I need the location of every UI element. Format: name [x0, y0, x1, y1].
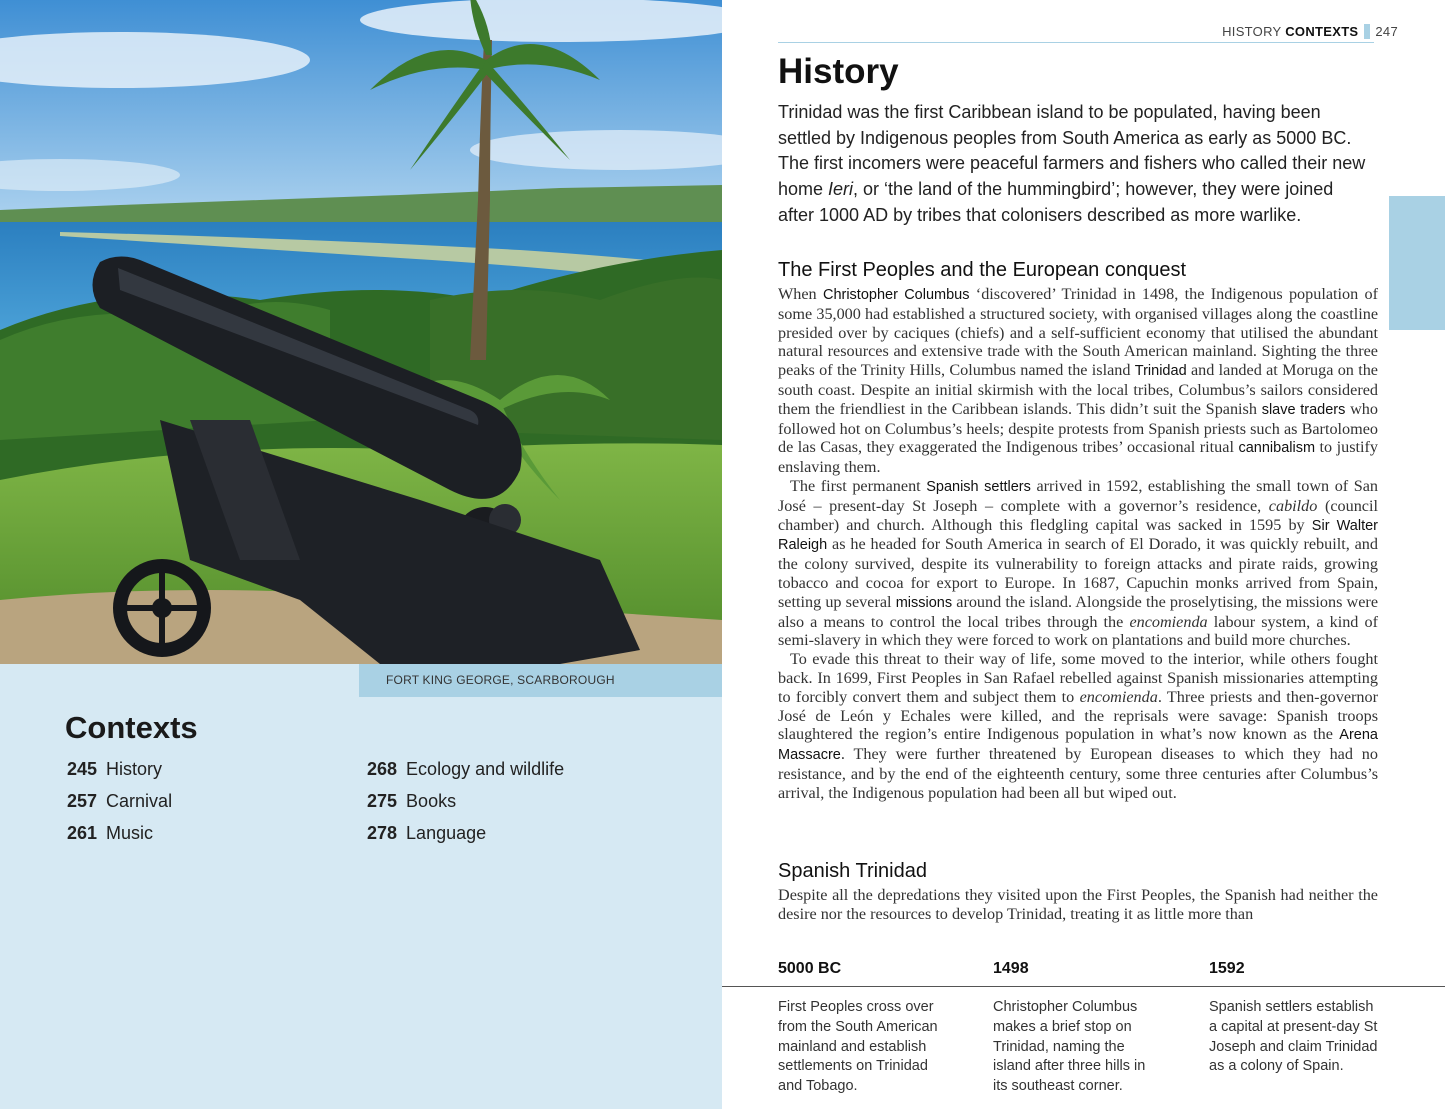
- keyword: slave traders: [1261, 401, 1346, 418]
- page-number: 247: [1375, 24, 1398, 39]
- keyword: Trinidad: [1134, 363, 1187, 380]
- toc-column-2: [367, 753, 564, 849]
- intro-text: Trinidad was the first Caribbean island to be populated, having been settled by Indigenous peoples from South America as early as 5000 BC. The first incomers were peaceful farmers and fishers who called their new home: [778, 102, 1366, 200]
- section-title: Contexts: [65, 710, 198, 745]
- intro-paragraph: [778, 100, 1368, 229]
- intro-text: , or ‘the land of the hummingbird’; however, they were joined after 1000 AD by tribes that colonisers described as more warlike.: [778, 179, 1334, 225]
- toc-page-number: 278: [367, 823, 398, 843]
- body-text: [778, 285, 1378, 803]
- header-rule: [778, 42, 1374, 43]
- keyword: missions: [895, 594, 953, 611]
- toc-page-number: 261: [67, 823, 98, 843]
- toc-entry[interactable]: [67, 785, 172, 817]
- paragraph: Despite all the depredations they visited upon the First Peoples, the Spanish had neither the desire nor the resources to develop Trinidad, treating it as little more than: [778, 886, 1378, 923]
- toc-title: Language: [406, 823, 487, 843]
- keyword: Christopher Columbus: [822, 287, 970, 303]
- timeline-year: 1592: [1209, 960, 1245, 977]
- toc-page-number: 268: [367, 759, 398, 779]
- section-heading: Spanish Trinidad: [778, 860, 927, 882]
- running-head-chapter: CONTEXTS: [1285, 24, 1359, 39]
- running-head-bar: [1364, 24, 1370, 39]
- keyword: cannibalism: [1238, 440, 1316, 457]
- keyword: Sir Walter Raleigh: [778, 517, 1378, 554]
- cannon-photo: [0, 0, 722, 664]
- photo-caption: FORT KING GEORGE, SCARBOROUGH: [359, 664, 722, 697]
- timeline-text: First Peoples cross over from the South American mainland and establish settlements on Trinidad and Tobago.: [778, 999, 938, 1095]
- timeline-year: 1498: [993, 960, 1029, 977]
- toc-entry[interactable]: [367, 817, 564, 849]
- toc-page-number: 245: [67, 759, 98, 779]
- chapter-tab: [1389, 196, 1445, 330]
- toc-entry[interactable]: [67, 753, 172, 785]
- page-title: History: [778, 52, 899, 91]
- toc-title: History: [106, 759, 163, 779]
- toc-column-1: [67, 753, 172, 849]
- left-page: [0, 0, 722, 1109]
- paragraph: When Christopher Columbus ‘discovered’ Trinidad in 1498, the Indigenous population of some 35,000 had established a structured society, with organised villages along the coastline presided over by caciques (chiefs) and a self-sufficient economy that utilised the abundant natural resources and extensive trade with the South American mainland. Sighting the three peaks of the Trinity Hills, Columbus named the island Trinidad and landed at Moruga on the south coast. Despite an initial skirmish with the local tribes, Columbus’s sailors considered them the friendliest in the Caribbean islands. This didn’t suit the Spanish slave traders who followed hot on Columbus’s heels; despite protests from Spanish priests such as Bartolomeo de las Casas, they exaggerated the Indigenous tribes’ occasional ritual cannibalism to justify enslaving them.: [778, 285, 1379, 477]
- running-head-section: HISTORY: [1222, 24, 1282, 39]
- timeline-year: 5000 BC: [778, 960, 842, 977]
- toc-title: Carnival: [106, 791, 173, 811]
- timeline-text: Spanish settlers establish a capital at present-day St Joseph and claim Trinidad as a colony of Spain.: [1209, 999, 1378, 1075]
- toc-title: Music: [106, 823, 154, 843]
- timeline-rule: [722, 986, 1445, 987]
- keyword: Arena Massacre: [778, 727, 1378, 764]
- timeline-text: Christopher Columbus makes a brief stop on Trinidad, naming the island after three hills in its southeast corner.: [993, 999, 1146, 1095]
- body-text: [778, 886, 1378, 924]
- toc-entry[interactable]: [367, 753, 564, 785]
- right-page: [722, 0, 1445, 1109]
- running-head: [778, 24, 1398, 39]
- toc-entry[interactable]: [67, 817, 172, 849]
- toc-page-number: 257: [67, 791, 98, 811]
- paragraph: The first permanent Spanish settlers arrived in 1592, establishing the small town of San José – present-day St Joseph – complete with a governor’s residence, cabildo (council chamber) and church. Although this fledgling capital was sacked in 1595 by Sir Walter Raleigh as he headed for South America in search of El Dorado, it was quickly rebuilt, and the colony survived, despite its vulnerability to foreign attacks and pirate raids, growing tobacco and cocoa for export to Europe. In 1687, Capuchin monks arrived from Spain, setting up several missions around the island. Alongside the proselytising, the missions were also a means to control the local tribes through the encomienda labour system, a kind of semi-slavery in which they were forced to work on plantations and build more churches.: [778, 476, 1379, 650]
- toc-title: Ecology and wildlife: [406, 759, 565, 779]
- toc-page-number: 275: [367, 791, 398, 811]
- intro-emphasis: Ieri: [828, 179, 854, 200]
- section-heading: The First Peoples and the European conquest: [778, 259, 1187, 281]
- toc-title: Books: [406, 791, 457, 811]
- keyword: Spanish settlers: [926, 478, 1031, 495]
- toc-entry[interactable]: [367, 785, 564, 817]
- paragraph: To evade this threat to their way of life, some moved to the interior, while others fought back. In 1699, First Peoples in San Rafael rebelled against Spanish missionaries attempting to forcibly convert them and subject them to encomienda. Three priests and then-governor José de León y Echales were killed, and the reprisals were savage: Spanish troops slaughtered the region’s entire Indigenous population in what’s now known as the Arena Massacre. They were further threatened by European diseases to which they had no resistance, and by the end of the eighteenth century, some three centuries after Columbus’s arrival, the Indigenous population had been all but wiped out.: [778, 650, 1378, 802]
